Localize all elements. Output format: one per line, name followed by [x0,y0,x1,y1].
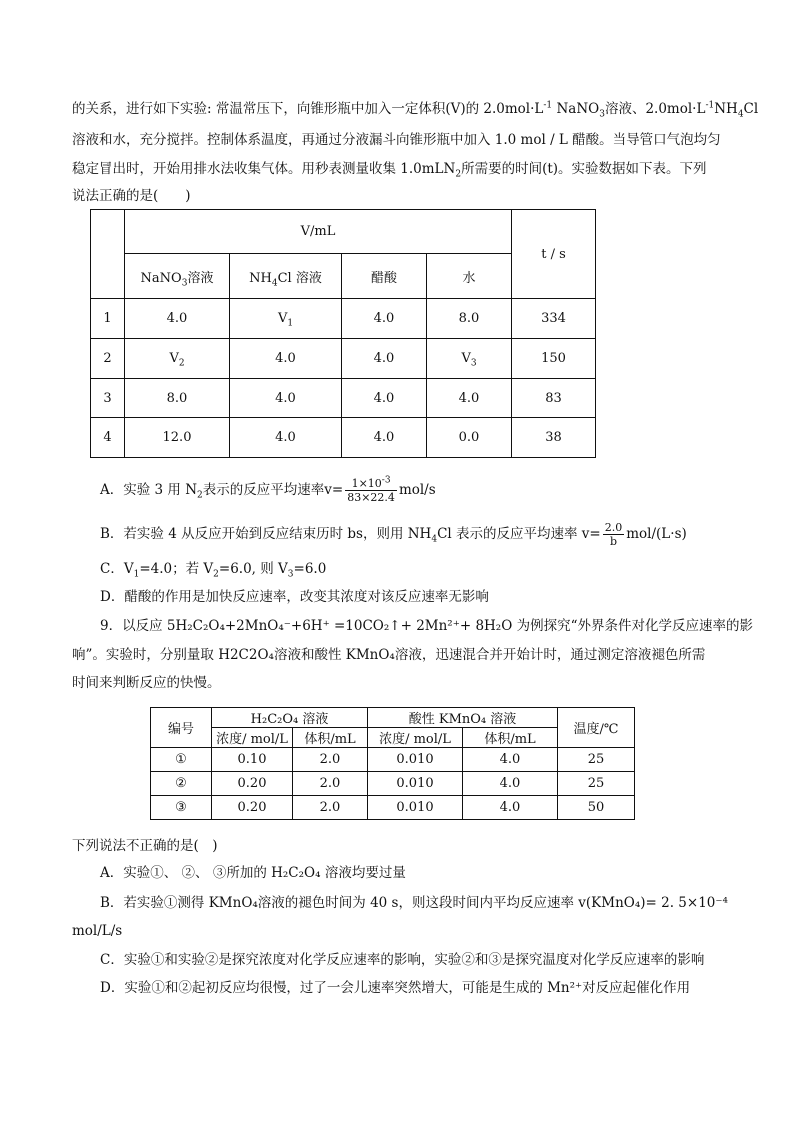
table2-cell-c2: 0.010 [368,772,463,796]
table1-col-water: 水 [427,254,512,299]
table2-cell-id: ① [151,748,212,772]
table2-cell-id: ② [151,772,212,796]
table1-cell-t: 83 [512,379,596,418]
intro-line-3: 稳定冒出时，开始用排水法收集气体。用秒表测量收集 1.0mLN$_2$所需要的时间(t)。实验数据如下表。下列 [72,161,707,180]
q9-line-3: 时间来判断反应的快慢。 [72,675,221,691]
table2-cell-temp: 25 [558,748,635,772]
q8-option-b: B．若实验 4 从反应开始到反应结束历时 bs，则用 $NH_4Cl$ 表示的反应平均速率 v= $\frac{2.0}{b}$ mol/(L·s) [100,521,687,548]
q8-option-d: D．醋酸的作用是加快反应速率，改变其浓度对该反应速率无影响 [100,589,489,605]
intro-line-1: 的关系，进行如下实验: 常温常压下，向锥形瓶中加入一定体积(V)的 $2.0mol\cdot L^{-1}$ NaNO$_3$溶液、$2.0mol\cdot L^{-1}NH_4Cl$ [72,100,759,120]
table1-cell-water: $V_3$ [427,339,512,379]
table2-cell-c1: 0.20 [212,796,293,820]
table-row [91,418,596,458]
table2-cell-c1: 0.20 [212,772,293,796]
table2-cell-c2: 0.010 [368,748,463,772]
table1-cell-water: 0.0 [427,418,512,458]
intro-line-2: 溶液和水，充分搅拌。控制体系温度，再通过分液漏斗向锥形瓶中加入 1.0 mol / L 醋酸。当导管口气泡均匀 [72,132,721,148]
q9-option-b-line-1: B．若实验①测得 KMnO₄溶液的褪色时间为 40 s，则这段时间内平均反应速率 v(KMnO₄)= 2. 5×10⁻⁴ [100,895,728,911]
table1-cell-nano3: 12.0 [125,418,230,458]
table1-cell-acid: 4.0 [342,418,427,458]
table1-col-nano3: NaNO$_3$溶液 [125,254,230,299]
fraction: $\frac{1\times 10^{-3}}{83\times 22.4}$ [347,475,395,504]
table1-cell-id: 4 [91,418,125,458]
table2-cell-v2: 4.0 [463,796,558,820]
table1-cell-acid: 4.0 [342,299,427,339]
table2-sub-conc2: 浓度/ mol/L [368,728,463,748]
table1-cell-t: 334 [512,299,596,339]
table2-cell-id: ③ [151,796,212,820]
table2-sub-vol2: 体积/mL [463,728,558,748]
table-row [151,772,635,796]
table1-cell-t: 150 [512,339,596,379]
table1-cell-nano3: 8.0 [125,379,230,418]
table1-t-header: t / s [512,210,596,299]
table1-col-acid: 醋酸 [342,254,427,299]
table2-sub-conc1: 浓度/ mol/L [212,728,293,748]
q8-option-c: C．$V_1=4.0$；若 $V_2=6.0$, 则 $V_3=6.0$ [100,561,327,580]
intro-line-4: 说法正确的是( ) [72,188,191,204]
table2-sub-vol1: 体积/mL [293,728,368,748]
table1-cell-id: 3 [91,379,125,418]
table-row [91,339,596,379]
table2-col-id: 编号 [151,708,212,748]
table1-cell-id: 2 [91,339,125,379]
table1-cell-nh4cl: 4.0 [230,339,342,379]
table2-cell-v2: 4.0 [463,748,558,772]
q9-option-b-line-2: mol/L/s [72,923,123,939]
table1-cell-nano3: 4.0 [125,299,230,339]
table1-corner-cell [91,210,125,299]
table1-group-header: V/mL [125,210,512,254]
fraction: $\frac{2.0}{b}$ [604,521,623,548]
table2-cell-temp: 25 [558,772,635,796]
table1-cell-acid: 4.0 [342,379,427,418]
table2-cell-c2: 0.010 [368,796,463,820]
q9-stem: 下列说法不正确的是( ) [72,838,218,854]
table2-cell-v2: 4.0 [463,772,558,796]
table1-cell-t: 38 [512,418,596,458]
table2-cell-v1: 2.0 [293,796,368,820]
table1-cell-water: 8.0 [427,299,512,339]
q9-line-1: 9．以反应 5H₂C₂O₄+2MnO₄⁻+6H⁺ =10CO₂↑+ 2Mn²⁺+ 8H₂O 为例探究“外界条件对化学反应速率的影 [100,618,753,634]
table-row [151,748,635,772]
table2-group-kmno4: 酸性 KMnO₄ 溶液 [368,708,558,728]
q8-option-a: A．实验 3 用 $N_2$表示的反应平均速率v= $\frac{1\times 10^{-3}}{83\times 22.4}$ mol/s [100,475,436,504]
table1-cell-nh4cl: $V_1$ [230,299,342,339]
q9-option-c: C．实验①和实验②是探究浓度对化学反应速率的影响，实验②和③是探究温度对化学反应速率的影响 [100,952,705,968]
table1-cell-id: 1 [91,299,125,339]
q9-option-d: D．实验①和②起初反应均很慢，过了一会儿速率突然增大，可能是生成的 Mn²⁺对反应起催化作用 [100,980,691,996]
table1-col-nh4cl: $NH_4Cl$ 溶液 [230,254,342,299]
q9-line-2: 响”。实验时，分别量取 H2C2O₄溶液和酸性 KMnO₄溶液，迅速混合并开始计时，通过测定溶液褪色所需 [72,647,706,663]
experiment-table-2 [150,707,635,820]
table1-cell-nh4cl: 4.0 [230,379,342,418]
table2-cell-temp: 50 [558,796,635,820]
table2-cell-v1: 2.0 [293,748,368,772]
table1-cell-acid: 4.0 [342,339,427,379]
table-row [91,379,596,418]
table2-group-h2c2o4: H₂C₂O₄ 溶液 [212,708,368,728]
table1-cell-nano3: $V_2$ [125,339,230,379]
q9-option-a: A．实验①、 ②、 ③所加的 H₂C₂O₄ 溶液均要过量 [100,865,406,881]
table1-cell-nh4cl: 4.0 [230,418,342,458]
table1-cell-water: 4.0 [427,379,512,418]
table2-cell-c1: 0.10 [212,748,293,772]
experiment-table-1 [90,209,596,458]
table2-cell-v1: 2.0 [293,772,368,796]
table-row [91,299,596,339]
table-row [151,796,635,820]
table2-col-temp: 温度/℃ [558,708,635,748]
